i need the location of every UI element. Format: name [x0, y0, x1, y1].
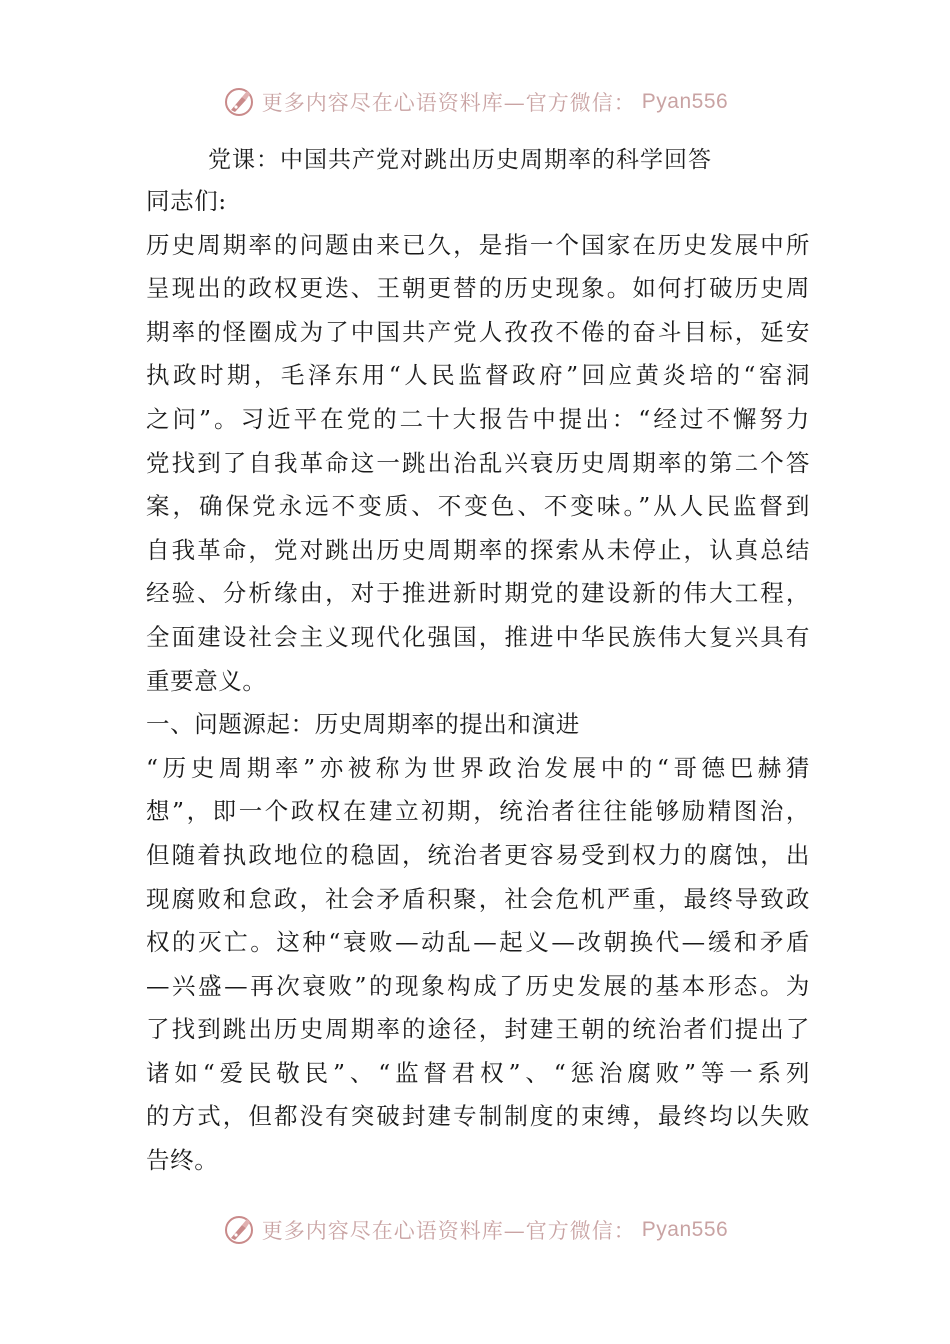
- paragraph-line: 经验、分析缘由，对于推进新时期党的建设新的伟大工程，: [146, 579, 810, 608]
- watermark-footer: [0, 1210, 950, 1250]
- paragraph-line: 党找到了自我革命这一跳出治乱兴衰历史周期率的第二个答: [146, 448, 810, 477]
- paragraph-line: 呈现出的政权更迭、王朝更替的历史现象。如何打破历史周: [146, 274, 810, 303]
- paragraph-line: 全面建设社会主义现代化强国，推进中华民族伟大复兴具有: [146, 622, 810, 651]
- paragraph-line: 重要意义。: [146, 666, 267, 695]
- pen-nib-circle-icon: [222, 1213, 256, 1247]
- paragraph-line: 想”，即一个政权在建立初期，统治者往往能够励精图治，: [146, 797, 810, 826]
- paragraph-line: 历史周期率的问题由来已久，是指一个国家在历史发展中所: [146, 230, 810, 259]
- paragraph-line: 执政时期，毛泽东用“人民监督政府”回应黄炎培的“窑洞: [146, 361, 810, 390]
- paragraph-line: 的方式，但都没有突破封建专制制度的束缚，最终均以失败: [146, 1102, 810, 1131]
- paragraph-line: 诸如“爱民敬民”、“监督君权”、“惩治腐败”等一系列: [146, 1058, 810, 1087]
- watermark-text: 更多内容尽在心语资料库—官方微信：: [261, 91, 636, 115]
- paragraph-line: 权的灭亡。这种“衰败—动乱—起义—改朝换代—缓和矛盾: [146, 928, 810, 957]
- salutation: 同志们:: [146, 187, 227, 215]
- pen-nib-circle-icon: [222, 85, 256, 119]
- watermark-text: 更多内容尽在心语资料库—官方微信：: [261, 1219, 636, 1243]
- paragraph-line: 告终。: [146, 1146, 219, 1175]
- watermark-account: Pyan556: [641, 1218, 729, 1241]
- document-body: [146, 140, 810, 1183]
- paragraph-line: “历史周期率”亦被称为世界政治发展中的“哥德巴赫猜: [146, 753, 810, 782]
- paragraph-line: 但随着执政地位的稳固，统治者更容易受到权力的腐蚀，出: [146, 840, 810, 869]
- document-title: 党课：中国共产党对跳出历史周期率的科学回答: [208, 147, 712, 173]
- paragraph-line: 了找到跳出历史周期率的途径，封建王朝的统治者们提出了: [146, 1015, 810, 1044]
- paragraph-line: 之问”。习近平在党的二十大报告中提出：“经过不懈努力: [146, 404, 810, 433]
- paragraph-line: 案，确保党永远不变质、不变色、不变味。”从人民监督到: [146, 492, 810, 521]
- paragraph-2: [146, 747, 810, 1183]
- paragraph-line: 自我革命，党对跳出历史周期率的探索从未停止，认真总结: [146, 535, 810, 564]
- paragraph-line: 期率的怪圈成为了中国共产党人孜孜不倦的奋斗目标，延安: [146, 317, 810, 346]
- section-heading: 一、问题源起：历史周期率的提出和演进: [146, 710, 580, 739]
- paragraph-line: —兴盛—再次衰败”的现象构成了历史发展的基本形态。为: [146, 971, 810, 1000]
- paragraph-line: 现腐败和怠政，社会矛盾积聚，社会危机严重，最终导致政: [146, 884, 810, 913]
- paragraph-1: [146, 224, 810, 704]
- watermark-header: [0, 82, 950, 122]
- watermark-account: Pyan556: [641, 90, 729, 113]
